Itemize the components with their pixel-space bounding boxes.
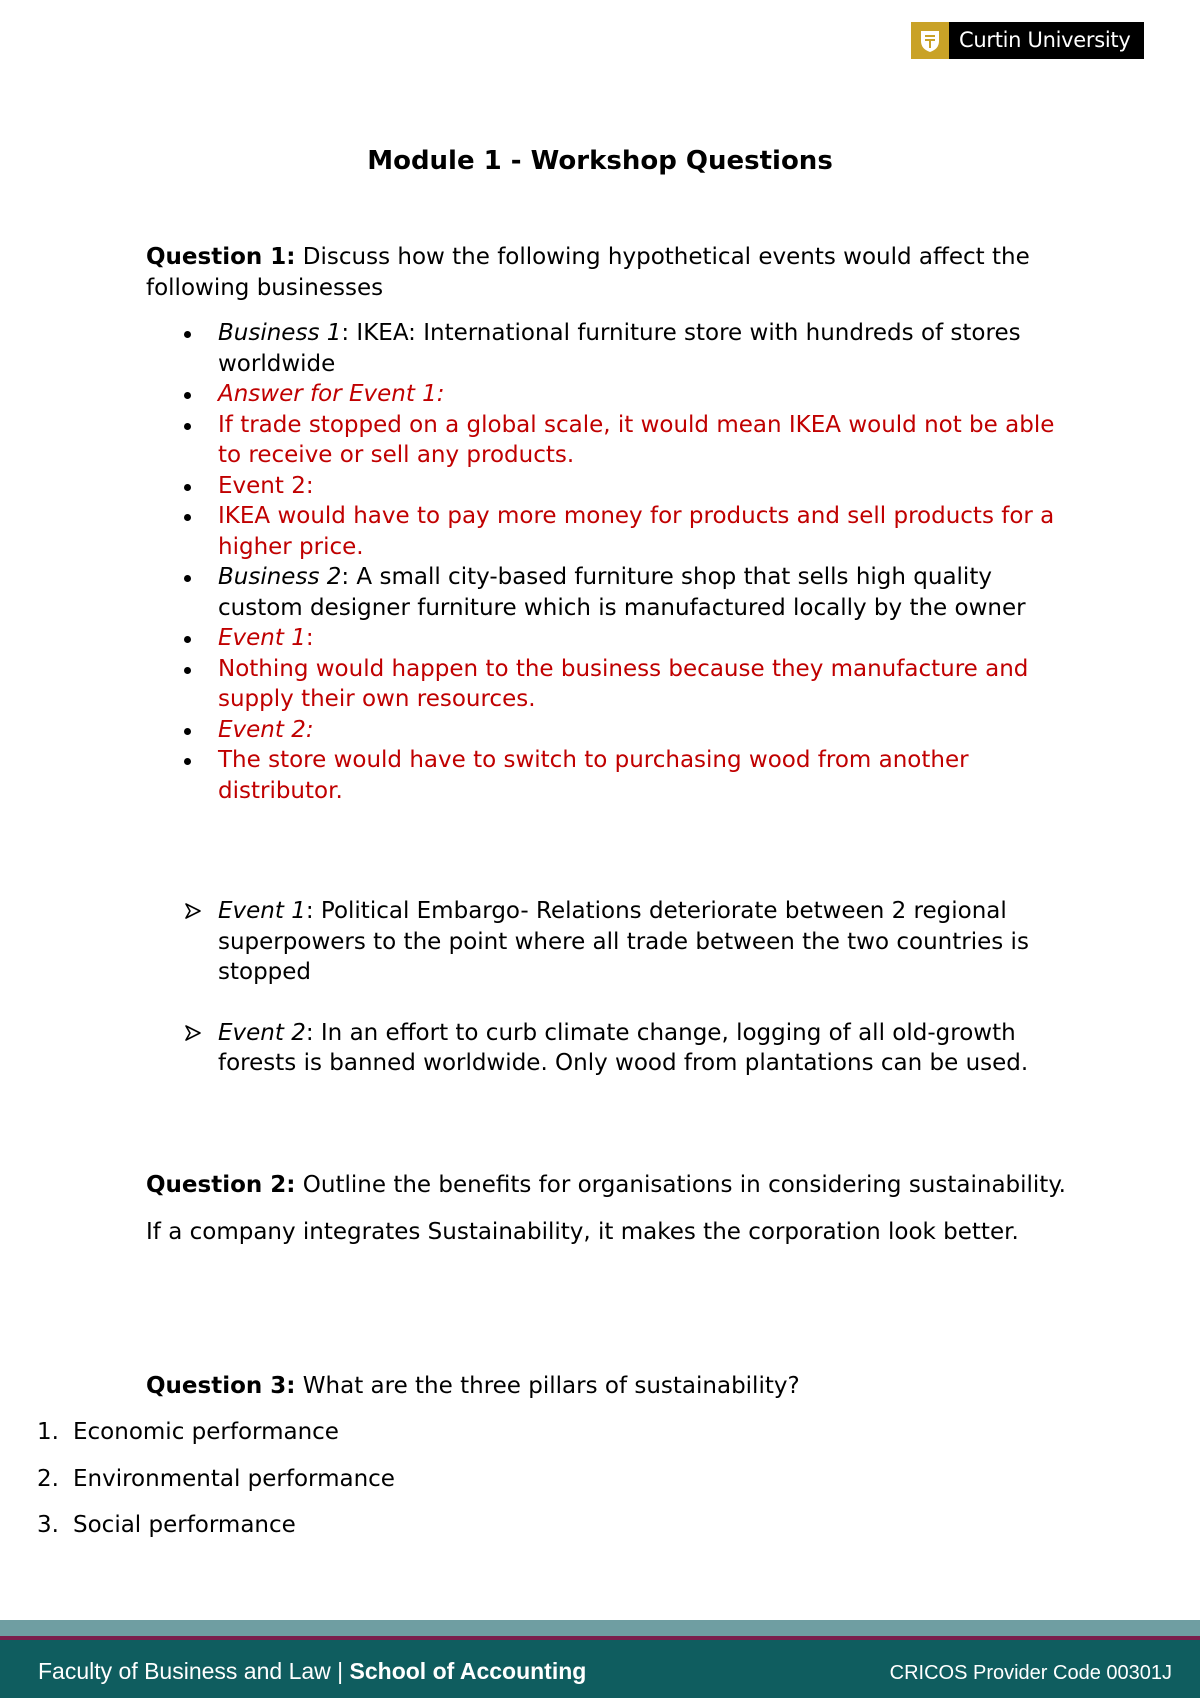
footer-school: School of Accounting xyxy=(349,1658,587,1684)
question-3-text: What are the three pillars of sustainability? xyxy=(295,1373,800,1399)
question-3-label: Question 3: xyxy=(146,1373,296,1399)
question-1-bullet-list xyxy=(184,318,1064,806)
footer-cricos: CRICOS Provider Code 00301J xyxy=(889,1662,1172,1684)
footer-faculty: Faculty of Business and Law | School of Accounting xyxy=(38,1658,587,1684)
list-item: Nothing would happen to the business because they manufacture and supply their own resources. xyxy=(184,654,1064,715)
question-2-answer: If a company integrates Sustainability, it makes the corporation look better. xyxy=(146,1218,1019,1245)
list-item: Business 1: IKEA: International furniture store with hundreds of stores worldwide xyxy=(184,318,1064,379)
event-list xyxy=(184,896,1064,1109)
question-1 xyxy=(146,242,1066,303)
list-item: If trade stopped on a global scale, it would mean IKEA would not be able to receive or sell any products. xyxy=(184,410,1064,471)
arrow-bullet-icon xyxy=(184,1018,202,1048)
list-item: 3. Social performance xyxy=(37,1512,296,1538)
question-2-text: Outline the benefits for organisations in considering sustainability. xyxy=(295,1172,1066,1198)
list-item: The store would have to switch to purchasing wood from another distributor. xyxy=(184,745,1064,806)
list-item: Event 1: xyxy=(184,623,1064,654)
page-footer xyxy=(0,1640,1200,1698)
question-2 xyxy=(146,1170,1066,1247)
list-item: Event 2: xyxy=(184,715,1064,746)
page-title: Module 1 - Workshop Questions xyxy=(367,146,833,176)
list-item: 1. Economic performance xyxy=(37,1419,339,1445)
list-item: Business 2: A small city-based furniture shop that sells high quality custom designer furniture which is manufactured locally by the owner xyxy=(184,562,1064,623)
list-item: Event 2: xyxy=(184,471,1064,502)
arrow-bullet-icon xyxy=(184,896,202,926)
logo-text: Curtin University xyxy=(959,28,1131,53)
list-item: Event 1: Political Embargo- Relations deteriorate between 2 regional superpowers to the point where all trade between the two countries is stopped xyxy=(184,896,1064,988)
question-1-label: Question 1: xyxy=(146,244,296,270)
list-item: 2. Environmental performance xyxy=(37,1465,395,1492)
list-item: IKEA would have to pay more money for products and sell products for a higher price. xyxy=(184,501,1064,562)
crest-icon xyxy=(911,22,949,59)
list-item: Answer for Event 1: xyxy=(184,379,1064,410)
pillars-list xyxy=(37,1417,395,1557)
question-2-label: Question 2: xyxy=(146,1172,296,1198)
list-item: Event 2: In an effort to curb climate change, logging of all old-growth forests is banned worldwide. Only wood from plantations can be used. xyxy=(184,1018,1064,1079)
curtin-logo xyxy=(911,22,1144,59)
footer-stripe xyxy=(0,1620,1200,1636)
question-3 xyxy=(146,1371,1066,1402)
question-1-text: Discuss how the following hypothetical events would affect the following businesses xyxy=(146,244,1030,301)
